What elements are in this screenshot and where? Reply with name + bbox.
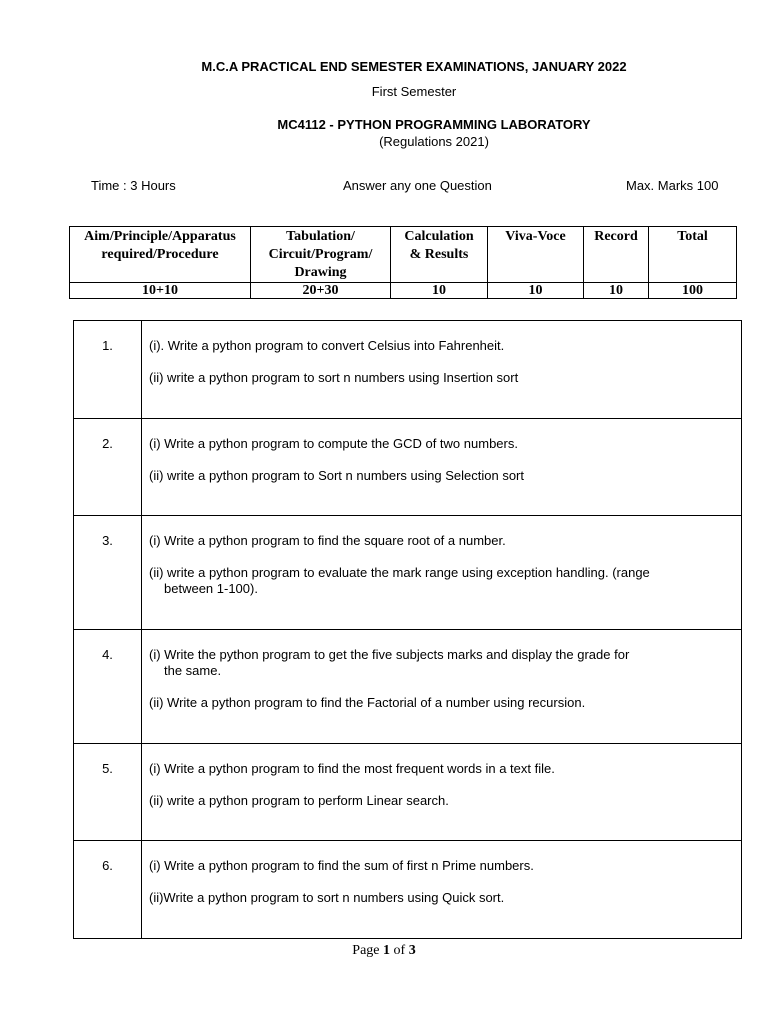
marks-value-cell: 10 (584, 283, 649, 299)
questions-table (73, 320, 742, 939)
marks-value-cell: 10 (391, 283, 488, 299)
question-part: (ii)Write a python program to sort n numbers using Quick sort. (149, 890, 505, 905)
question-part: (ii) write a python program to perform Linear search. (149, 793, 449, 808)
question-row (74, 841, 742, 939)
question-part: (i) Write a python program to compute the GCD of two numbers. (149, 436, 518, 451)
question-number: 5. (74, 744, 142, 841)
marks-value-cell: 20+30 (251, 283, 391, 299)
question-number: 2. (74, 419, 142, 516)
max-marks: Max. Marks 100 (626, 178, 719, 193)
question-row (74, 321, 742, 419)
marks-value-cell: 100 (649, 283, 737, 299)
marks-header-cell: Record (584, 227, 649, 283)
question-number: 1. (74, 321, 142, 419)
question-part: (i) Write a python program to find the square root of a number. (149, 533, 506, 548)
question-part: (ii) write a python program to evaluate the mark range using exception handling. (range between 1-100). (149, 565, 650, 596)
question-body (142, 516, 742, 630)
marks-header-cell: Calculation & Results (391, 227, 488, 283)
marks-header-row (70, 227, 737, 283)
marks-header-cell: Aim/Principle/Apparatus required/Procedure (70, 227, 251, 283)
question-number: 6. (74, 841, 142, 939)
question-part: (ii) Write a python program to find the Factorial of a number using recursion. (149, 695, 586, 710)
marks-header-cell: Total (649, 227, 737, 283)
question-body (142, 744, 742, 841)
marks-value-cell: 10 (488, 283, 584, 299)
course-title: MC4112 - PYTHON PROGRAMMING LABORATORY (277, 117, 591, 132)
question-row (74, 630, 742, 744)
marks-value-row (70, 283, 737, 299)
page-footer (0, 943, 768, 959)
marks-header-cell: Tabulation/ Circuit/Program/ Drawing (251, 227, 391, 283)
question-body (142, 419, 742, 516)
marks-distribution-table (69, 226, 737, 299)
question-part: (i) Write a python program to find the most frequent words in a text file. (149, 761, 555, 776)
exam-duration: Time : 3 Hours (91, 178, 176, 193)
question-part: (i) Write a python program to find the sum of first n Prime numbers. (149, 858, 534, 873)
question-number: 3. (74, 516, 142, 630)
question-body (142, 630, 742, 744)
page-current: 1 (383, 943, 391, 958)
exam-instruction: Answer any one Question (343, 178, 492, 193)
regulations-label: (Regulations 2021) (379, 134, 489, 149)
marks-header-cell: Viva-Voce (488, 227, 584, 283)
page-word: Page (352, 943, 380, 958)
marks-value-cell: 10+10 (70, 283, 251, 299)
page-of-word: of (393, 943, 406, 958)
question-part: (ii) write a python program to Sort n numbers using Selection sort (149, 468, 525, 483)
question-row (74, 744, 742, 841)
question-part: (i) Write the python program to get the five subjects marks and display the grade for the same. (149, 647, 630, 678)
page-total: 3 (408, 943, 416, 958)
exam-title: M.C.A PRACTICAL END SEMESTER EXAMINATIONS, JANUARY 2022 (201, 59, 627, 74)
question-number: 4. (74, 630, 142, 744)
question-part: (ii) write a python program to sort n numbers using Insertion sort (149, 370, 519, 385)
semester-label: First Semester (371, 84, 457, 99)
question-row (74, 419, 742, 516)
question-row (74, 516, 742, 630)
question-body (142, 321, 742, 419)
question-body (142, 841, 742, 939)
question-part: (i). Write a python program to convert Celsius into Fahrenheit. (149, 338, 505, 353)
